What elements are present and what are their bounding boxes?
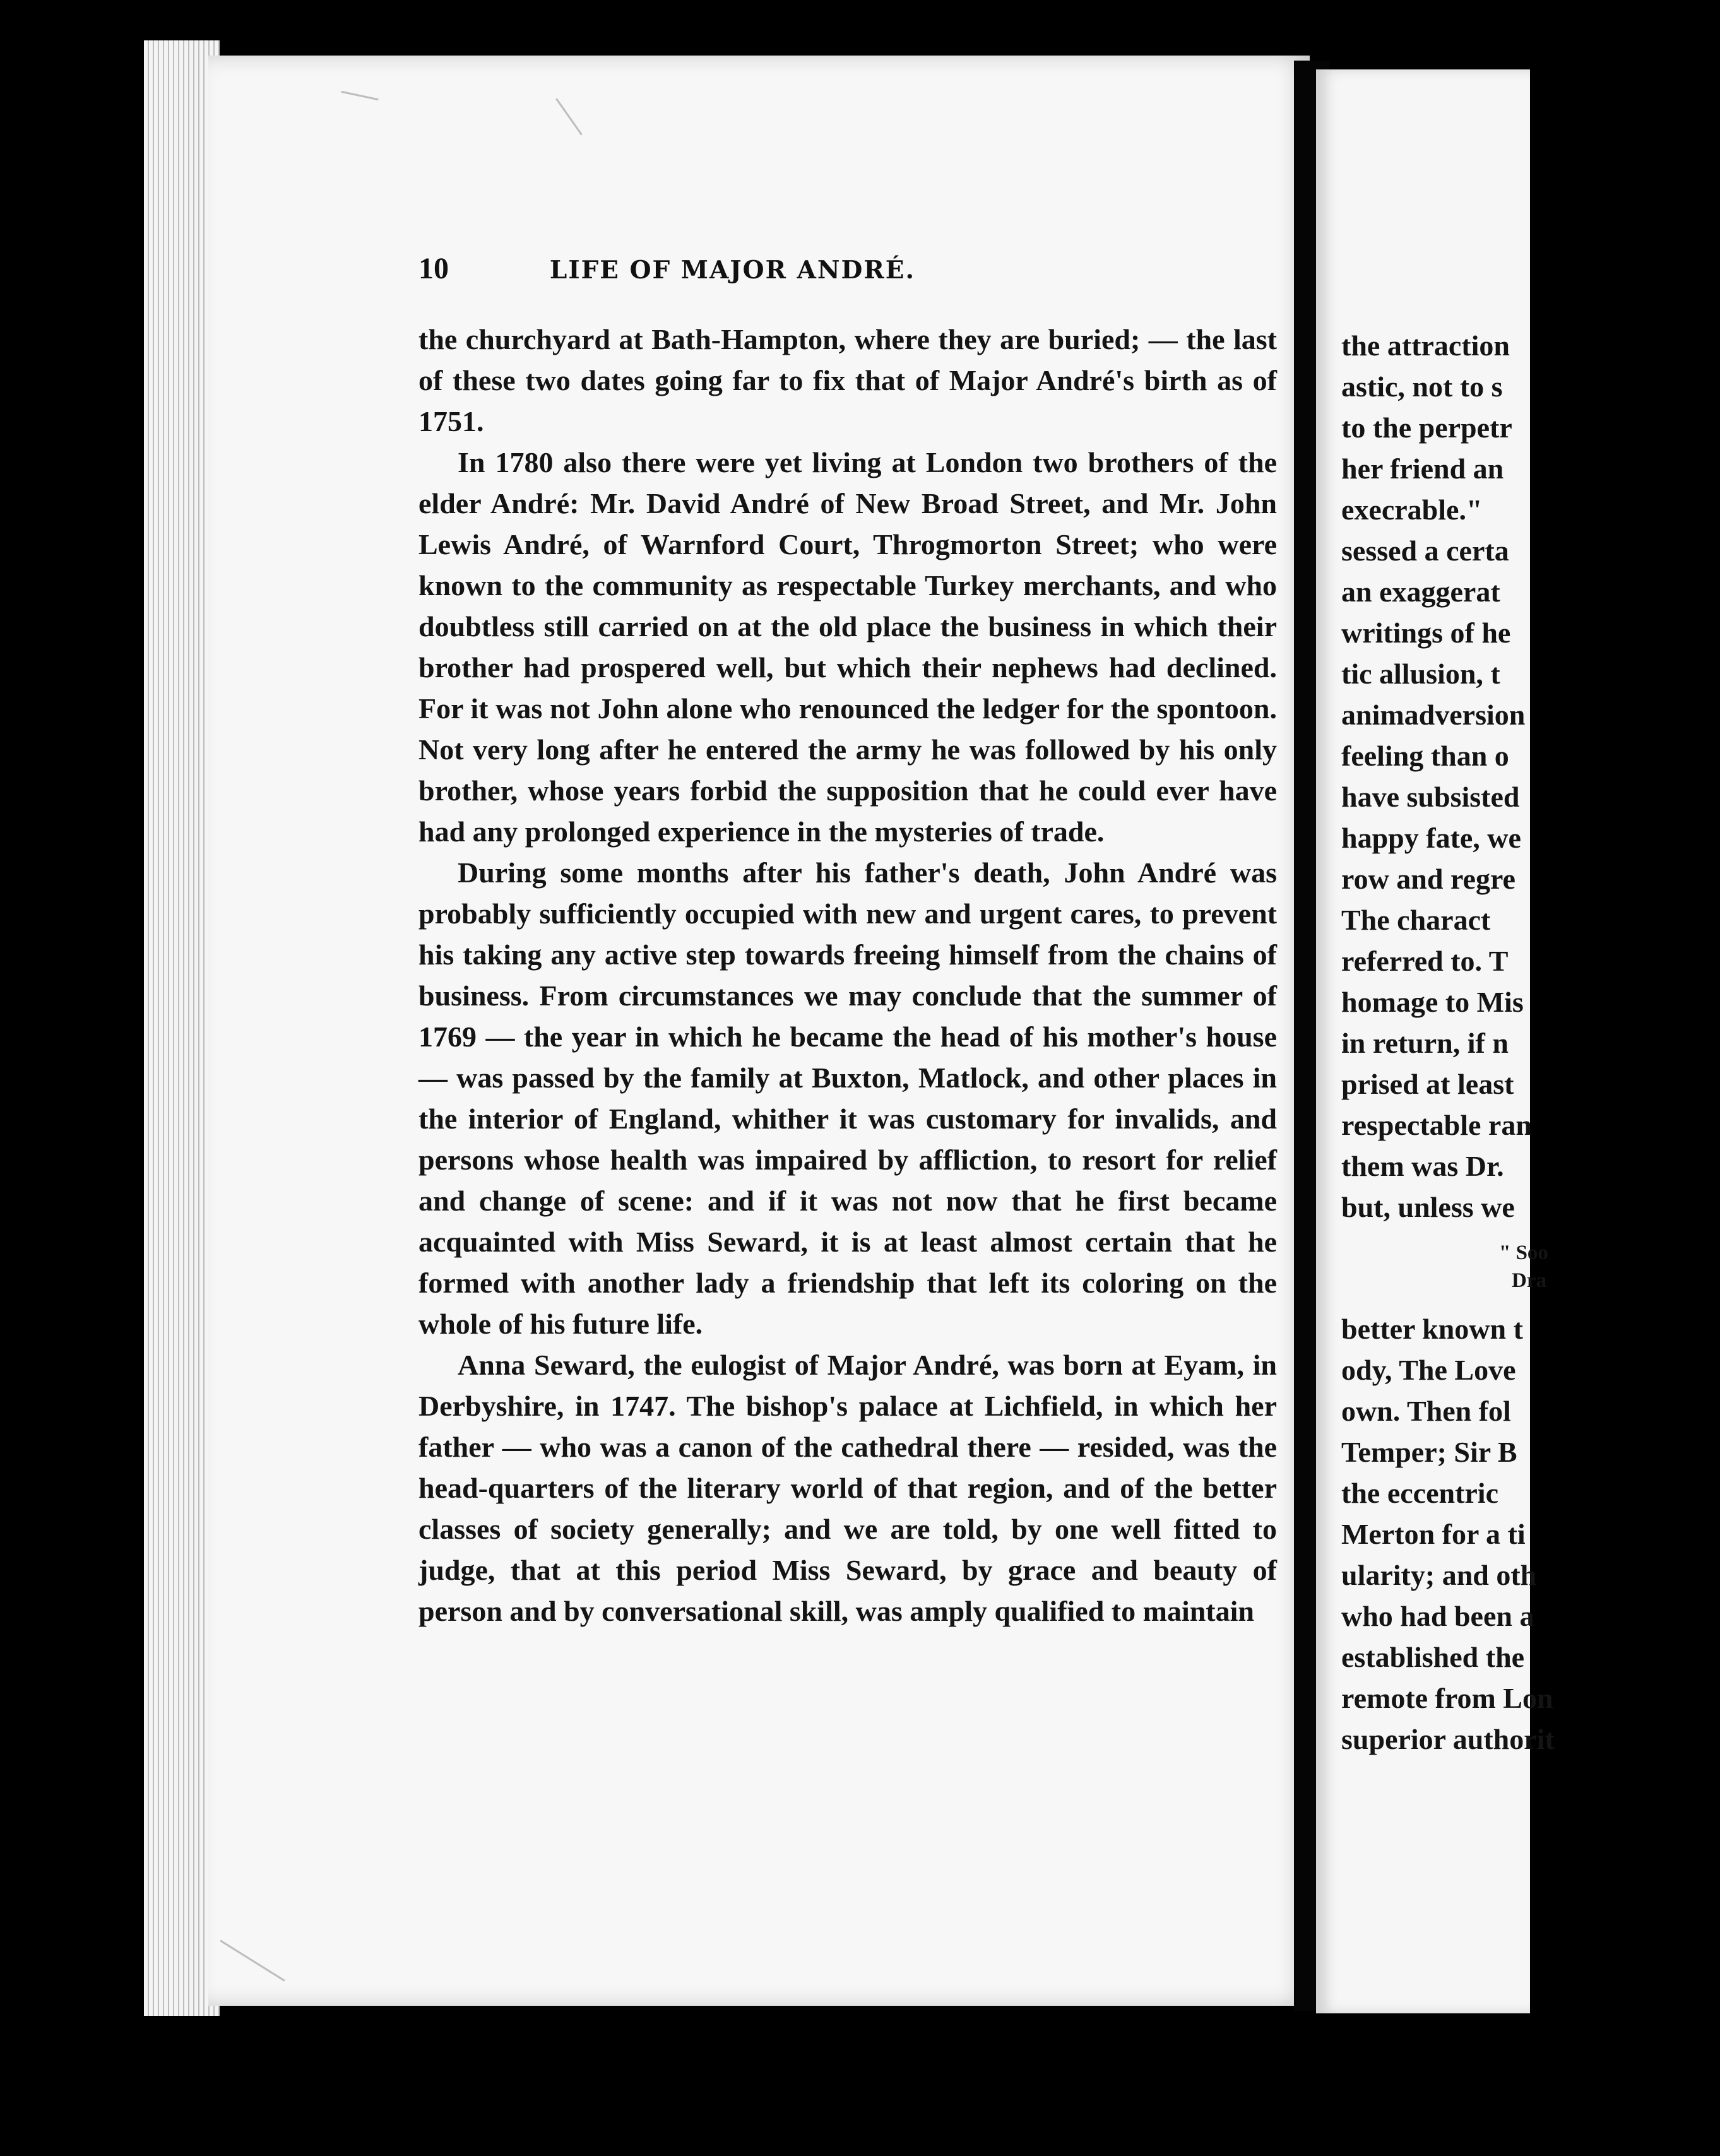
page-number: 10 (418, 252, 449, 285)
text-line: sessed a certa (1341, 535, 1509, 567)
text-line: the attraction (1341, 329, 1510, 362)
paragraph: In 1780 also there were yet living at London two brothers of the elder André: Mr. David André of New Broad Street, and Mr. John Lewis André, of Warnford Court, Throgmorton Street; who were known to the community as respectable Turkey merchants, and who doubtless still carried on at the old place the business in which their brother had prospered well, but which their nephews had declined. For it was not John alone who renounced the ledger for the spontoon. Not very long after he entered the army he was followed by his only brother, whose years forbid the supposition that he could ever have had any prolonged experience in the mysteries of trade. (418, 446, 1277, 848)
text-line: to the perpetr (1341, 412, 1512, 444)
body-text (418, 319, 1277, 1632)
text-line: animadversion (1341, 699, 1526, 731)
right-page (1316, 69, 1555, 2013)
footnote-line: Dra (1512, 1269, 1546, 1292)
text-line: Merton for a ti (1341, 1518, 1526, 1550)
right-page-text (1341, 325, 1720, 1760)
text-line: respectable ran (1341, 1109, 1532, 1141)
text-line: Temper; Sir B (1341, 1436, 1517, 1468)
text-line: the eccentric (1341, 1477, 1499, 1509)
text-line: them was Dr. (1341, 1150, 1504, 1182)
text-line: in return, if n (1341, 1027, 1509, 1059)
text-line: execrable." (1341, 494, 1483, 526)
text-line: happy fate, we (1341, 822, 1521, 854)
text-line: feeling than o (1341, 740, 1509, 772)
text-line: ularity; and oth (1341, 1559, 1537, 1591)
text-line: writings of he (1341, 617, 1511, 649)
text-line: row and regre (1341, 863, 1515, 895)
text-line: astic, not to s (1341, 370, 1503, 403)
text-line: ody, The Love (1341, 1354, 1516, 1386)
text-line: tic allusion, t (1341, 658, 1500, 690)
text-line: better known t (1341, 1313, 1523, 1345)
footnote-line: " Soo (1499, 1241, 1548, 1264)
text-line: prised at least (1341, 1068, 1514, 1100)
text-line: own. Then fol (1341, 1395, 1511, 1427)
text-line: an exaggerat (1341, 576, 1500, 608)
text-line: The charact (1341, 904, 1491, 936)
paragraph: the churchyard at Bath-Hampton, where they are buried; — the last of these two dates going far to fix that of Major André's birth as of 1751. (418, 323, 1277, 437)
running-head: LIFE OF MAJOR ANDRÉ. (549, 256, 916, 285)
text-line: superior authorit (1341, 1723, 1555, 1755)
paragraph: During some months after his father's death, John André was probably sufficiently occupied with new and urgent cares, to prevent his taking any active step towards freeing himself from the chains of business. From circumstances we may conclude that the summer of 1769 — the year in which he became the head of his mother's house — was passed by the family at Buxton, Matlock, and other places in the interior of England, whither it was customary for invalids, and persons whose health was impaired by affliction, to resort for relief and change of scene: and if it was not now that he first became acquainted with Miss Seward, it is at least almost certain that he formed with another lady a friendship that left its coloring on the whole of his future life. (418, 856, 1277, 1340)
text-line: homage to Mis (1341, 986, 1524, 1018)
text-line: referred to. T (1341, 945, 1509, 977)
paragraph: Anna Seward, the eulogist of Major André, was born at Eyam, in Derbyshire, in 1747. The bishop's palace at Lichfield, in which her father — who was a canon of the cathedral there — resided, was the head-quarters of the literary world of that region, and of the better classes of society generally; and we are told, by one well fitted to judge, that at this period Miss Seward, by grace and beauty of person and by conversational skill, was amply qualified to maintain (418, 1349, 1277, 1627)
text-line: who had been a (1341, 1600, 1534, 1632)
text-line: have subsisted (1341, 781, 1520, 813)
text-line: established the (1341, 1641, 1525, 1673)
text-line: her friend an (1341, 453, 1504, 485)
text-line: but, unless we (1341, 1191, 1515, 1223)
text-line: remote from Lon (1341, 1682, 1553, 1714)
